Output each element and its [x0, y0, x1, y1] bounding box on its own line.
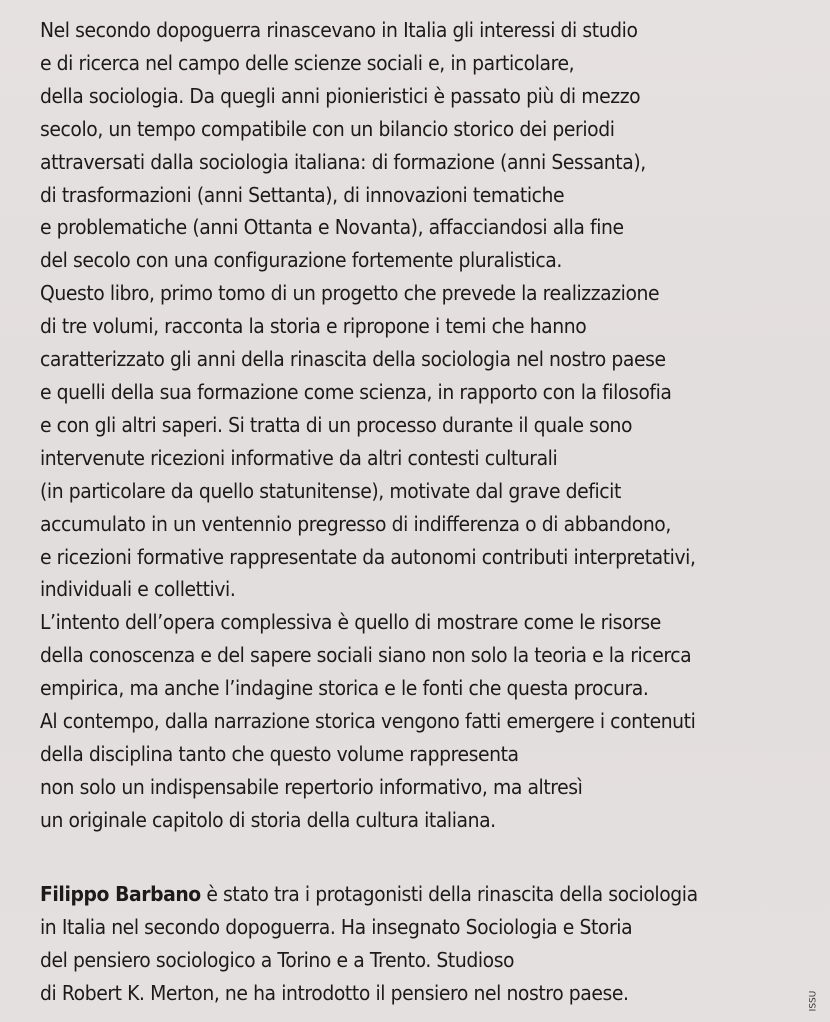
description-paragraph-1: [40, 14, 820, 277]
text-line: in Italia nel secondo dopoguerra. Ha insegnato Sociologia e Storia: [40, 914, 633, 939]
text-line: Nel secondo dopoguerra rinascevano in Italia gli interessi di studio: [40, 18, 638, 42]
text-line: della conoscenza e del sapere sociali siano non solo la teoria e la ricerca: [40, 643, 692, 668]
description-paragraph-3: [40, 606, 820, 836]
text-line: empirica, ma anche l’indagine storica e le fonti che questa procura.: [40, 676, 649, 701]
text-line: del secolo con una configurazione fortemente pluralistica.: [40, 248, 562, 273]
text-line: secolo, un tempo compatibile con un bilancio storico dei periodi: [40, 116, 615, 141]
author-bio: [40, 878, 820, 1010]
text-line: e con gli altri saperi. Si tratta di un processo durante il quale sono: [40, 412, 633, 437]
text-line: del pensiero sociologico a Torino e a Trento. Studioso: [40, 947, 515, 972]
text-line: caratterizzato gli anni della rinascita della sociologia nel nostro paese: [40, 347, 666, 372]
spine-edge-mark: ISSU: [808, 990, 819, 1012]
text-line: e ricezioni formative rappresentate da autonomi contributi interpretativi,: [40, 544, 696, 569]
author-bio-first-line: [40, 878, 765, 911]
text-line: accumulato in un ventennio pregresso di indifferenza o di abbandono,: [40, 511, 671, 536]
text-line: Questo libro, primo tomo di un progetto che prevede la realizzazione: [40, 281, 660, 306]
text-line: Al contempo, dalla narrazione storica vengono fatti emergere i contenuti: [40, 709, 696, 734]
text-line: intervenute ricezioni informative da altri contesti culturali: [40, 445, 558, 470]
text-line: della disciplina tanto che questo volume rappresenta: [40, 741, 519, 766]
text-line: e problematiche (anni Ottanta e Novanta), affacciandosi alla fine: [40, 215, 624, 240]
text-line: non solo un indispensabile repertorio informativo, ma altresì: [40, 774, 583, 799]
text-line: di trasformazioni (anni Settanta), di innovazioni tematiche: [40, 182, 565, 207]
text-line: e quelli della sua formazione come scienza, in rapporto con la filosofia: [40, 379, 672, 404]
text-line: della sociologia. Da quegli anni pionieristici è passato più di mezzo: [40, 83, 641, 108]
text-line: attraversati dalla sociologia italiana: di formazione (anni Sessanta),: [40, 149, 646, 174]
description-paragraph-2: [40, 277, 820, 606]
text-line: (in particolare da quello statunitense), motivate dal grave deficit: [40, 478, 621, 503]
text-line: e di ricerca nel campo delle scienze sociali e, in particolare,: [40, 50, 575, 75]
text-line: individuali e collettivi.: [40, 577, 236, 602]
book-description: [40, 14, 820, 837]
author-name: Filippo Barbano: [40, 882, 201, 906]
text-line: L’intento dell’opera complessiva è quello di mostrare come le risorse: [40, 610, 661, 635]
text-line: di tre volumi, racconta la storia e ripropone i temi che hanno: [40, 314, 587, 339]
author-bio-intro: è stato tra i protagonisti della rinascita della sociologia: [200, 882, 698, 906]
text-line: di Robert K. Merton, ne ha introdotto il pensiero nel nostro paese.: [40, 980, 629, 1005]
text-line: un originale capitolo di storia della cultura italiana.: [40, 807, 496, 832]
